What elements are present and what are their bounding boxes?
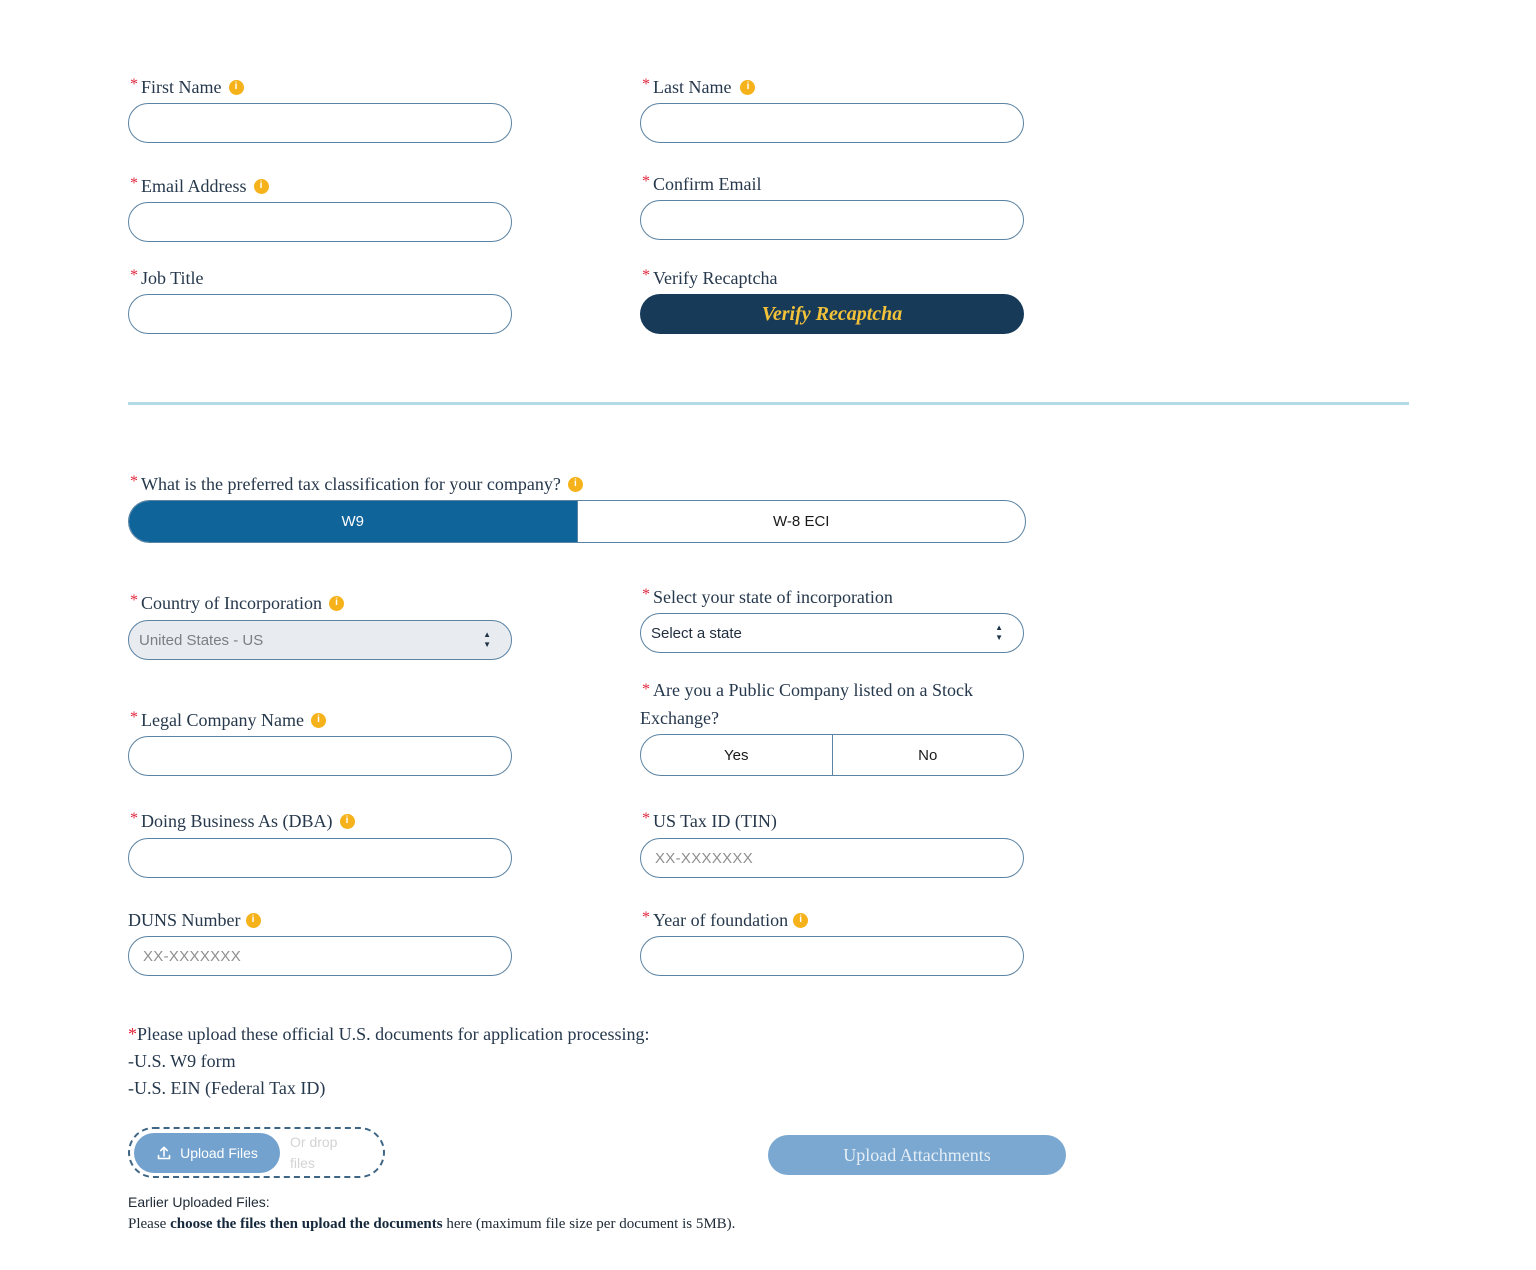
- confirm-email-label: * Confirm Email: [642, 173, 762, 194]
- recaptcha-label: * Verify Recaptcha: [642, 267, 778, 288]
- tab-w8-eci[interactable]: W-8 ECI: [577, 501, 1026, 542]
- select-arrows-icon: ▲ ▼: [995, 623, 1003, 642]
- legal-name-input[interactable]: [128, 736, 512, 776]
- state-select[interactable]: [640, 613, 1024, 653]
- option-yes[interactable]: Yes: [724, 746, 749, 764]
- required-marker: *: [642, 267, 650, 284]
- upload-files-button[interactable]: Upload Files: [134, 1133, 280, 1173]
- dba-input[interactable]: [128, 838, 512, 878]
- required-marker: *: [128, 1024, 137, 1044]
- required-marker: *: [642, 810, 650, 827]
- year-founded-label: * Year of foundation i: [642, 909, 808, 931]
- tin-placeholder: XX-XXXXXXX: [655, 849, 754, 867]
- duns-placeholder: XX-XXXXXXX: [143, 947, 242, 965]
- info-icon[interactable]: i: [311, 713, 326, 728]
- confirm-email-input[interactable]: [640, 200, 1024, 240]
- duns-label: DUNS Number i: [128, 909, 261, 931]
- legal-name-label: * Legal Company Name i: [130, 709, 326, 731]
- required-marker: *: [130, 709, 138, 726]
- email-label: * Email Address i: [130, 175, 269, 197]
- tin-input[interactable]: [640, 838, 1024, 878]
- required-marker: *: [130, 592, 138, 609]
- email-input[interactable]: [128, 202, 512, 242]
- last-name-input[interactable]: [640, 103, 1024, 143]
- required-marker: *: [642, 681, 650, 698]
- info-icon[interactable]: i: [229, 80, 244, 95]
- tax-classification-label: * What is the preferred tax classification for your company? i: [130, 473, 583, 495]
- public-company-toggle[interactable]: [640, 734, 1024, 776]
- drop-hint: Or drop files: [290, 1133, 338, 1171]
- duns-input[interactable]: [128, 936, 512, 976]
- option-no[interactable]: No: [832, 735, 1024, 775]
- country-select[interactable]: [128, 620, 512, 660]
- info-icon[interactable]: i: [329, 596, 344, 611]
- upload-attachments-button[interactable]: Upload Attachments: [768, 1135, 1066, 1175]
- job-title-label: * Job Title: [130, 267, 204, 288]
- job-title-input[interactable]: [128, 294, 512, 334]
- documents-instructions: *Please upload these official U.S. documents for application processing: -U.S. W9 form -U.S. EIN (Federal Tax ID): [128, 1021, 650, 1102]
- upload-icon: [156, 1145, 172, 1161]
- required-marker: *: [130, 175, 138, 192]
- required-marker: *: [642, 76, 650, 93]
- required-marker: *: [130, 76, 138, 93]
- first-name-input[interactable]: [128, 103, 512, 143]
- state-select-value: Select a state: [651, 624, 742, 642]
- last-name-label: * Last Name i: [642, 76, 755, 98]
- select-arrows-icon: ▲ ▼: [483, 630, 491, 649]
- tax-classification-toggle[interactable]: [128, 500, 1026, 543]
- verify-recaptcha-button[interactable]: Verify Recaptcha: [640, 294, 1024, 334]
- section-divider: [128, 402, 1409, 405]
- info-icon[interactable]: i: [340, 814, 355, 829]
- tab-w9[interactable]: W9: [129, 501, 577, 542]
- state-label: * Select your state of incorporation: [642, 586, 893, 607]
- info-icon[interactable]: i: [568, 477, 583, 492]
- year-founded-input[interactable]: [640, 936, 1024, 976]
- required-marker: *: [130, 267, 138, 284]
- upload-note: Please choose the files then upload the documents here (maximum file size per document is 5MB).: [128, 1216, 736, 1232]
- public-company-label: * Are you a Public Company listed on a Stock Exchange?: [640, 680, 973, 728]
- dba-label: * Doing Business As (DBA) i: [130, 810, 355, 832]
- info-icon[interactable]: i: [254, 179, 269, 194]
- earlier-uploaded-label: Earlier Uploaded Files:: [128, 1194, 270, 1210]
- required-marker: *: [642, 909, 650, 926]
- info-icon[interactable]: i: [246, 913, 261, 928]
- tin-label: * US Tax ID (TIN): [642, 810, 777, 831]
- info-icon[interactable]: i: [793, 913, 808, 928]
- required-marker: *: [642, 586, 650, 603]
- file-dropzone[interactable]: [128, 1127, 385, 1178]
- document-item-ein: -U.S. EIN (Federal Tax ID): [128, 1078, 326, 1098]
- required-marker: *: [642, 173, 650, 190]
- country-label: * Country of Incorporation i: [130, 592, 344, 614]
- first-name-label: * First Name i: [130, 76, 244, 98]
- info-icon[interactable]: i: [740, 80, 755, 95]
- required-marker: *: [130, 810, 138, 827]
- country-select-value: United States - US: [139, 631, 264, 649]
- document-item-w9: -U.S. W9 form: [128, 1051, 236, 1071]
- required-marker: *: [130, 473, 138, 490]
